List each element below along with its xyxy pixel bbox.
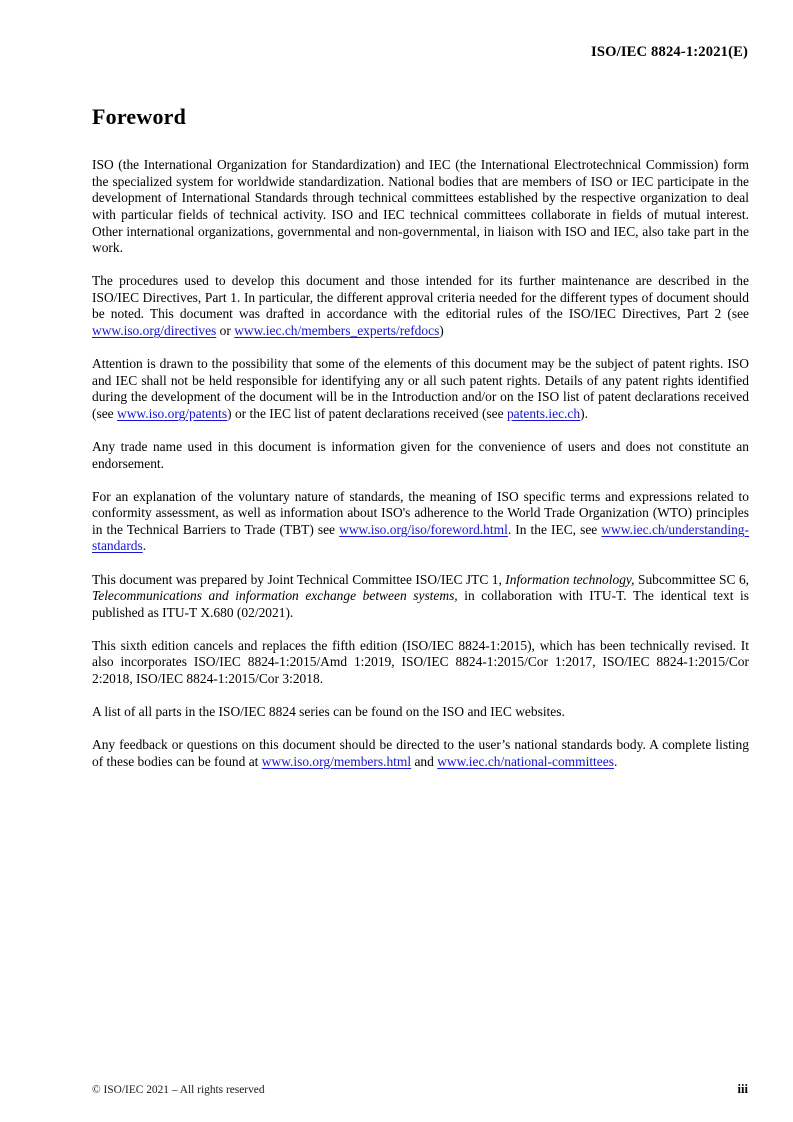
running-header-standard-number: ISO/IEC 8824-1:2021(E) [591,44,748,60]
paragraph-text-segment: . In the IEC, see [507,521,602,537]
paragraph-text-segment: Attention is drawn to the possibility that some of the elements of this document may be the subject of patent rights. ISO and IEC shall not be held responsible for identifying any or all such patent rights. Details of any patent rights identified during the development of the document will be in the Introduction and/or on the ISO list of patent declarations received (see [92,356,749,421]
paragraph-text-segment: and [411,753,438,769]
link-patents-iec-ch[interactable]: patents.iec.ch [506,405,581,421]
paragraph-list-of-parts [92,704,749,721]
subcommittee-title-telecommunications: Telecommunications and information exchange between systems, [92,588,458,604]
paragraph-text: A list of all parts in the ISO/IEC 8824 series can be found on the ISO and IEC websites. [92,704,565,720]
paragraph-patent-rights [92,356,749,422]
paragraph-sixth-edition-replaces [92,638,749,688]
paragraph-trade-name [92,439,749,472]
paragraph-text-segment: This document was prepared by Joint Technical Committee ISO/IEC JTC 1, [92,571,506,587]
paragraph-feedback-questions [92,737,749,770]
paragraph-voluntary-nature-wto [92,489,749,555]
paragraph-text-segment: For an explanation of the voluntary nature of standards, the meaning of ISO specific terms and expressions related to conformity assessment, as well as information about ISO's adherence to the World Trade Organization (WTO) principles in the Technical Barriers to Trade (TBT) see [92,488,749,537]
page-footer [92,1082,748,1097]
footer-page-number: iii [737,1082,748,1096]
link-iec-national-committees[interactable]: www.iec.ch/national-committees [437,753,614,769]
paragraph-text-segment: ) [439,323,444,339]
link-iso-foreword-html[interactable]: www.iso.org/iso/foreword.html [339,521,508,537]
paragraph-text-segment: or [216,323,235,339]
paragraph-text: Any trade name used in this document is information given for the convenience of users and does not constitute an endorsement. [92,439,749,471]
paragraph-iso-iec-description [92,157,749,257]
paragraph-text-segment: . [142,538,147,554]
paragraph-text-segment: Subcommittee SC 6, [634,571,750,587]
paragraph-text: ISO (the International Organization for Standardization) and IEC (the International Electrotechnical Commission) form the specialized system for worldwide standardization. National bodies that are members of ISO or IEC participate in the development of International Standards through technical committees established by the respective organization to deal with particular fields of technical activity. ISO and IEC technical committees collaborate in fields of mutual interest. Other international organizations, governmental and non-governmental, in liaison with ISO and IEC, also take part in the work. [92,157,749,256]
committee-title-information-technology: Information technology, [505,571,635,587]
link-iso-patents[interactable]: www.iso.org/patents [117,405,228,421]
paragraph-text-segment: . [613,753,618,769]
link-iec-members-experts-refdocs[interactable]: www.iec.ch/members_experts/refdocs [234,323,440,339]
paragraph-text-segment: Any feedback or questions on this document should be directed to the user’s national standards body. A complete listing of these bodies can be found at [92,737,749,769]
page-title: Foreword [92,104,187,129]
link-iso-members-html[interactable]: www.iso.org/members.html [261,753,412,769]
paragraph-text-segment: in collaboration with ITU-T. The identical text is published as ITU-T X.680 (02/2021). [92,588,749,620]
link-iec-understanding-standards[interactable]: www.iec.ch/understanding-standards [92,521,749,554]
paragraph-procedures-directives [92,273,749,339]
link-iso-directives[interactable]: www.iso.org/directives [92,323,217,339]
paragraph-text-segment: ). [580,405,588,421]
footer-copyright: © ISO/IEC 2021 – All rights reserved [92,1084,265,1096]
page-content [92,105,749,770]
paragraph-committee-preparation [92,572,749,622]
paragraph-text-segment: ) or the IEC list of patent declarations received (see [227,405,507,421]
paragraph-text-segment: The procedures used to develop this document and those intended for its further maintenance are described in the ISO/IEC Directives, Part 1. In particular, the different approval criteria needed for the different types of document should be noted. This document was drafted in accordance with the editorial rules of the ISO/IEC Directives, Part 2 (see [92,273,749,322]
paragraph-text: This sixth edition cancels and replaces the fifth edition (ISO/IEC 8824-1:2015), which has been technically revised. It also incorporates ISO/IEC 8824-1:2015/Amd 1:2019, ISO/IEC 8824-1:2015/Cor 1:2017, ISO/IEC 8824-1:2015/Cor 2:2018, ISO/IEC 8824-1:2015/Cor 3:2018. [92,637,749,687]
